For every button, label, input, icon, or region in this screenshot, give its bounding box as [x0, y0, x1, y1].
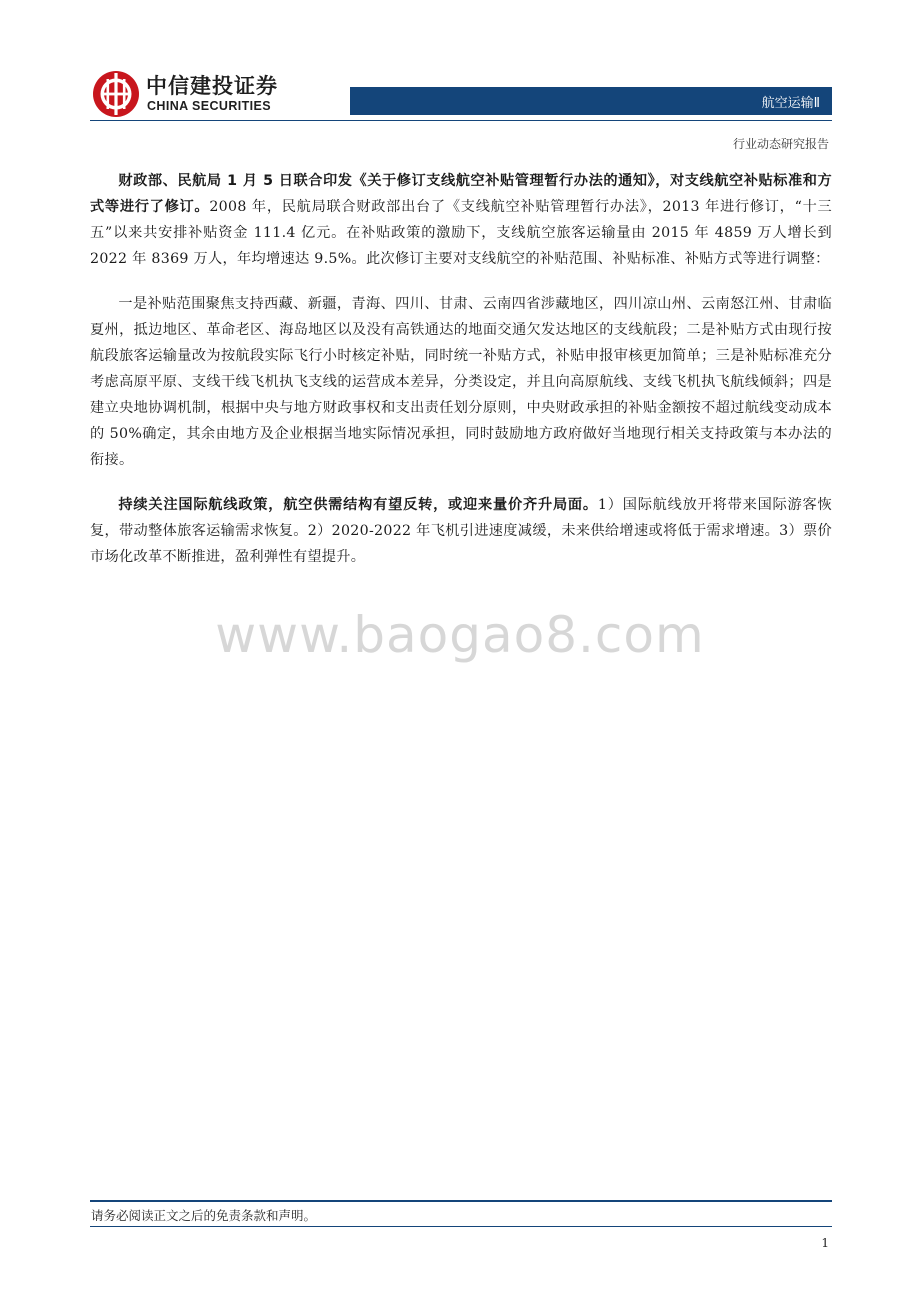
company-name-cn: 中信建投证券: [146, 74, 278, 98]
paragraph-revision-details: [90, 291, 832, 473]
footer-divider-thin: [90, 1226, 832, 1227]
header-banner: [350, 87, 832, 115]
paragraph-lead: 持续关注国际航线政策，航空供需结构有望反转，或迎来量价齐升局面。: [118, 497, 598, 513]
header-divider: [90, 120, 832, 121]
paragraph-lead: 财政部、民航局 1 月 5 日联合印发《关于修订支线航空补贴管理暂行办法的通知》，对支线航空补贴标准和方式等进行了修订。: [90, 173, 832, 215]
industry-label: 航空运输Ⅱ: [761, 96, 820, 111]
page-number: 1: [821, 1236, 829, 1250]
paragraph-policy-revision: [90, 168, 832, 272]
footer-divider: [90, 1200, 832, 1202]
paragraph-text: 1）国际航线放开将带来国际游客恢复，带动整体旅客运输需求恢复。2）2020-2022 年飞机引进速度减缓，未来供给增速或将低于需求增速。3）票价市场化改革不断推进，盈利弹性有望提升。: [90, 497, 833, 565]
company-name-en: CHINA SECURITIES: [147, 99, 272, 113]
watermark: www.baogao8.com: [215, 606, 705, 664]
report-type-label: 行业动态研究报告: [732, 137, 829, 151]
report-body: [90, 168, 832, 589]
paragraph-text: 一是补贴范围聚焦支持西藏、新疆，青海、四川、甘肃、云南四省涉藏地区，四川凉山州、云南怒江州、甘肃临夏州，抵边地区、革命老区、海岛地区以及没有高铁通达的地面交通欠发达地区的支线航段；二是补贴方式由现行按航段旅客运输量改为按航段实际飞行小时核定补贴，同时统一补贴方式，补贴申报审核更加简单；三是补贴标准充分考虑高原平原、支线干线飞机执飞支线的运营成本差异，分类设定，并且向高原航线、支线飞机执飞航线倾斜；四是建立央地协调机制，根据中央与地方财政事权和支出责任划分原则，中央财政承担的补贴金额按不超过航线变动成本的 50%确定，其余由地方及企业根据当地实际情况承担，同时鼓励地方政府做好当地现行相关支持政策与本办法的衔接。: [90, 296, 832, 468]
paragraph-text: 2008 年，民航局联合财政部出台了《支线航空补贴管理暂行办法》，2013 年进行修订，“十三五”以来共安排补贴资金 111.4 亿元。在补贴政策的激励下，支线航空旅客运输量由 2015 年 4859 万人增长到 2022 年 8369 万人，年均增速达 9.5%。此次修订主要对支线航空的补贴范围、补贴标准、补贴方式等进行调整：: [90, 199, 832, 267]
paragraph-outlook: [90, 492, 832, 570]
disclaimer-note: 请务必阅读正文之后的免责条款和声明。: [91, 1208, 317, 1223]
china-securities-logo: [92, 70, 140, 118]
